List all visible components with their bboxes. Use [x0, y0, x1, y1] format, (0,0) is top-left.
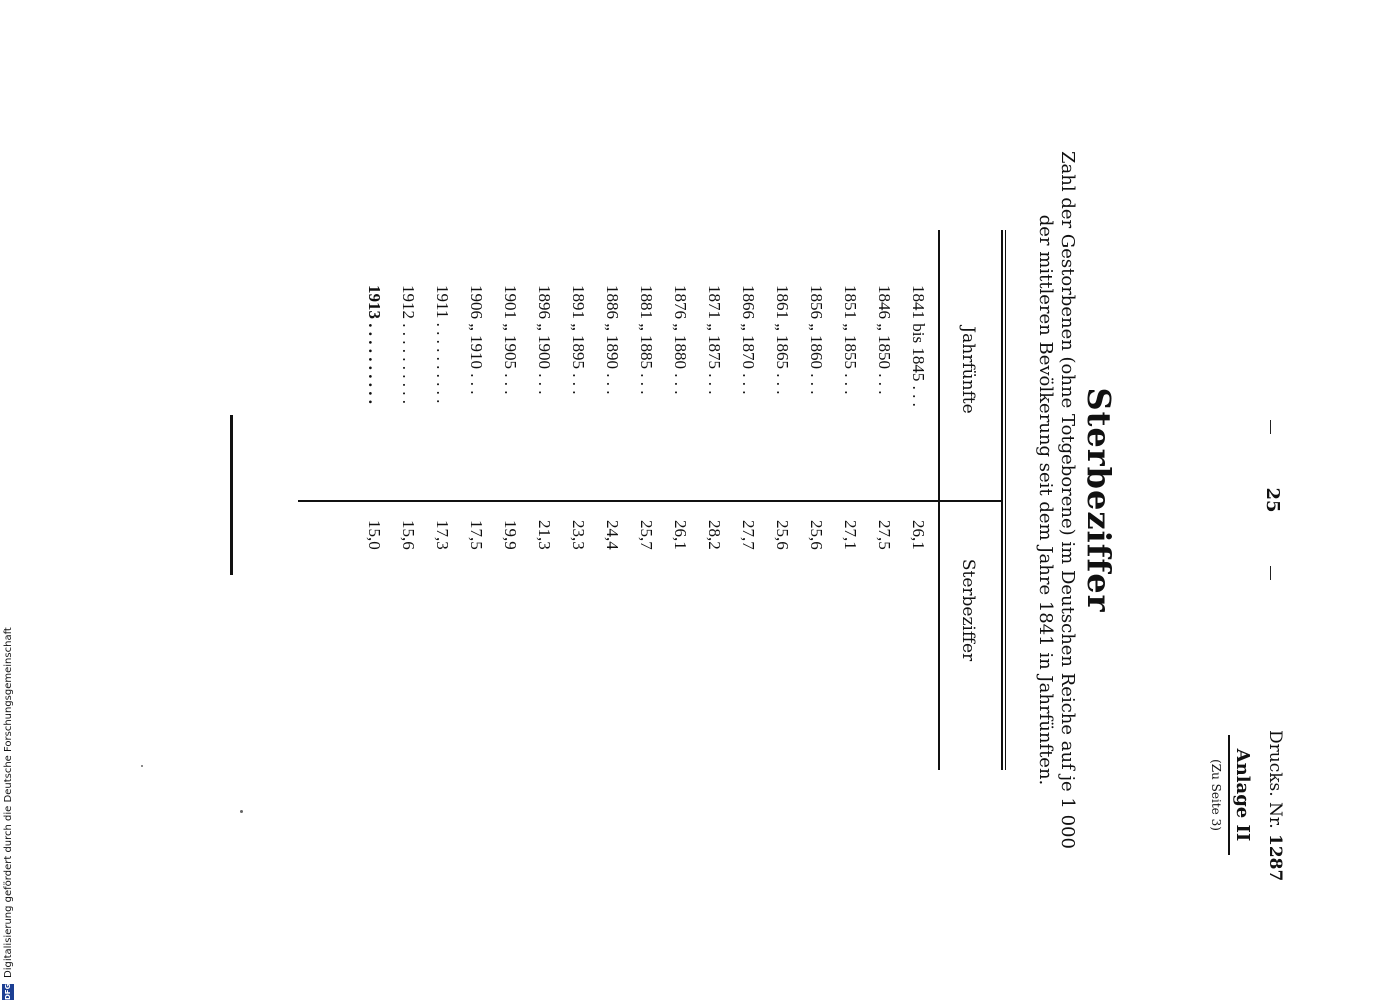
page-number-dash-left: [1270, 420, 1271, 434]
table-row: [762, 0, 792, 1000]
rate-cell: 26,1: [671, 520, 690, 550]
subtitle-line-2: der mittleren Bevölkerung seit dem Jahre 1841 in Jahrfünften.: [1035, 214, 1056, 786]
period-cell: 1886 „ 1890 . . .: [603, 285, 622, 395]
period-cell: 1912 . . . . . . . . . .: [399, 285, 418, 404]
table-row: [422, 0, 452, 1000]
rate-cell: 27,1: [841, 520, 860, 550]
rate-cell: 25,6: [773, 520, 792, 550]
period-cell: 1851 „ 1855 . . .: [841, 285, 860, 395]
period-cell: 1896 „ 1900 . . .: [535, 285, 554, 395]
rate-cell: 27,7: [739, 520, 758, 550]
table-header-rate: Sterbeziffer: [958, 558, 978, 662]
table-top-rule-thin: [1005, 230, 1006, 770]
page-number-dash-right: [1270, 566, 1271, 580]
period-cell: 1866 „ 1870 . . .: [739, 285, 758, 395]
table-row: [864, 0, 894, 1000]
period-cell: 1901 „ 1905 . . .: [501, 285, 520, 395]
document-reference-prefix: Drucks. Nr.: [1265, 730, 1285, 829]
table-row: [796, 0, 826, 1000]
period-cell: 1861 „ 1865 . . .: [773, 285, 792, 395]
anlage-label: Anlage II: [1228, 735, 1253, 855]
rate-cell: 19,9: [501, 520, 520, 550]
dfg-logo: DFG: [4, 983, 12, 1000]
rate-cell: 15,6: [399, 520, 418, 550]
table-row: [592, 0, 622, 1000]
digitization-footer-text: Digitalisierung gefördert durch die Deutsche Forschungsgemeinschaft: [3, 627, 14, 978]
subtitle-line-1: Zahl der Gestorbenen (ohne Totgeborene) im Deutschen Reiche auf je 1 000: [1057, 151, 1078, 849]
table-row: [898, 0, 928, 1000]
scan-speck: [141, 765, 143, 767]
period-cell: 1841 bis 1845 . . .: [909, 285, 928, 407]
document-reference-number: 1287: [1265, 834, 1285, 882]
document-reference: [1265, 730, 1285, 881]
period-cell: 1876 „ 1880 . . .: [671, 285, 690, 395]
period-cell: 1906 „ 1910 . . .: [467, 285, 486, 395]
period-cell: 1911 . . . . . . . . . .: [433, 285, 452, 404]
rate-cell: 23,3: [569, 520, 588, 550]
table-row: [660, 0, 690, 1000]
rate-cell: 26,1: [909, 520, 928, 550]
page-title: Sterbeziffer: [1080, 387, 1118, 613]
table-row: [728, 0, 758, 1000]
table-row: [388, 0, 418, 1000]
period-cell: 1871 „ 1875 . . .: [705, 285, 724, 395]
rate-cell: 21,3: [535, 520, 554, 550]
table-row: [830, 0, 860, 1000]
digitization-footer: [0, 0, 24, 1000]
rate-cell: 17,5: [467, 520, 486, 550]
table-row: [354, 0, 384, 1000]
table-header-period: Jahrfünfte: [958, 326, 978, 414]
table-row: [490, 0, 520, 1000]
rate-cell: 28,2: [705, 520, 724, 550]
table-row: [694, 0, 724, 1000]
period-cell: 1891 „ 1895 . . .: [569, 285, 588, 395]
table-row: [524, 0, 554, 1000]
rate-cell: 17,3: [433, 520, 452, 550]
table-row: [558, 0, 588, 1000]
page-number: 25: [1262, 487, 1283, 513]
rate-cell: 15,0: [365, 520, 384, 550]
table-row: [456, 0, 486, 1000]
period-cell: 1913 . . . . . . . . . .: [365, 285, 384, 404]
scan-speck: [240, 810, 243, 813]
anlage-sub-label: (Zu Seite 3): [1209, 759, 1223, 831]
table-row: [626, 0, 656, 1000]
rate-cell: 27,5: [875, 520, 894, 550]
period-cell: 1881 „ 1885 . . .: [637, 285, 656, 395]
rate-cell: 25,7: [637, 520, 656, 550]
period-cell: 1856 „ 1860 . . .: [807, 285, 826, 395]
rate-cell: 25,6: [807, 520, 826, 550]
end-rule: [230, 415, 233, 575]
period-cell: 1846 „ 1850 . . .: [875, 285, 894, 395]
rate-cell: 24,4: [603, 520, 622, 550]
